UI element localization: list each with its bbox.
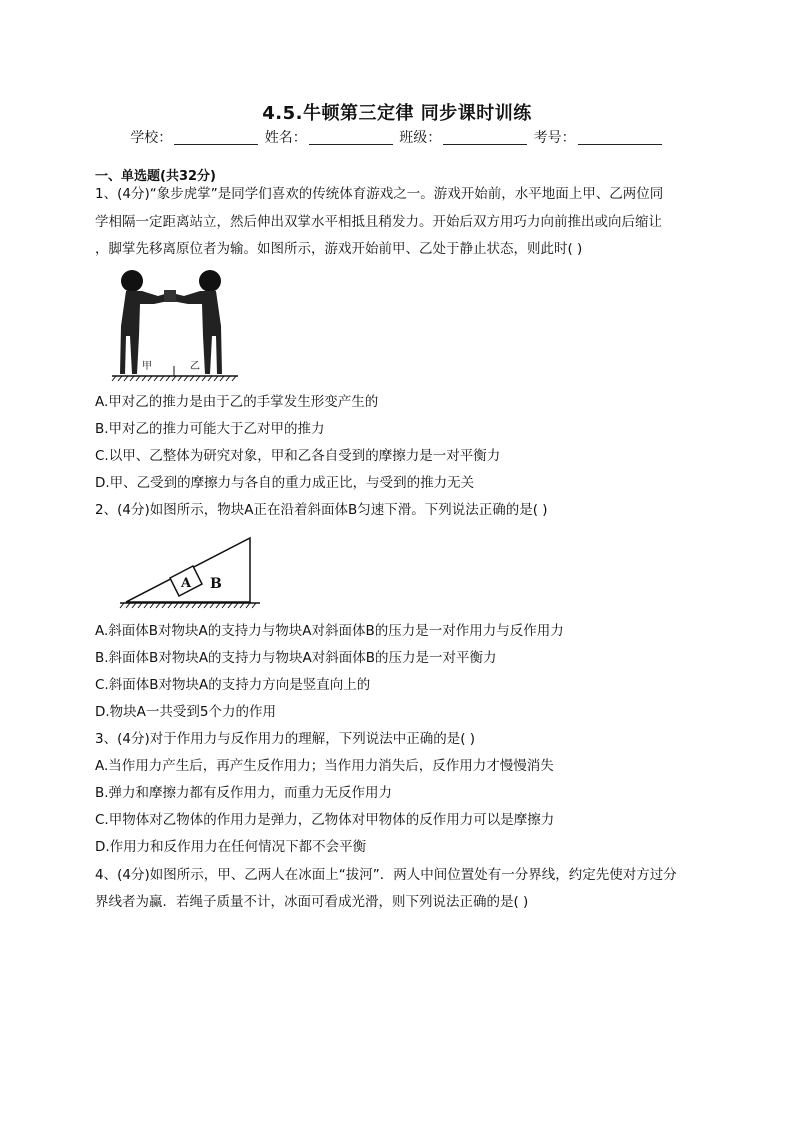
q2-option-a[interactable]: A.斜面体B对物块A的支持力与物块A对斜面体B的压力是一对作用力与反作用力 [95,623,564,639]
q2-option-d[interactable]: D.物块A一共受到5个力的作用 [95,704,277,720]
q1-figure-two-students-pushing [106,266,246,384]
q1-stem-line-2: 学相隔一定距离站立，然后伸出双掌水平相抵且稍发力。开始后双方用巧力向前推出或向后缩让 [95,214,662,230]
exam-no-blank[interactable] [578,130,662,145]
name-blank[interactable] [309,130,393,145]
school-blank[interactable] [174,130,258,145]
q2-fig-label-a: A [181,576,192,591]
q2-stem-line-1: 2、(4分)如图所示，物块A正在沿着斜面体B匀速下滑。下列说法正确的是( ) [95,502,548,518]
q4-stem-line-2: 界线者为赢．若绳子质量不计，冰面可看成光滑，则下列说法正确的是( ) [95,894,529,910]
q2-fig-label-b: B [210,576,222,592]
school-label: 学校： [130,130,173,146]
q4-stem-line-1: 4、(4分)如图所示，甲、乙两人在冰面上“拔河”．两人中间位置处有一分界线，约定先使对方过分 [95,867,677,883]
q2-figure-block-on-incline [116,532,266,612]
q3-stem-line-1: 3、(4分)对于作用力与反作用力的理解，下列说法中正确的是( ) [95,731,476,747]
q1-option-d[interactable]: D.甲、乙受到的摩擦力与各自的重力成正比，与受到的推力无关 [95,475,475,491]
q3-option-a[interactable]: A.当作用力产生后，再产生反作用力；当作用力消失后，反作用力才慢慢消失 [95,758,554,774]
q1-option-a[interactable]: A.甲对乙的推力是由于乙的手掌发生形变产生的 [95,394,379,410]
q1-option-c[interactable]: C.以甲、乙整体为研究对象，甲和乙各自受到的摩擦力是一对平衡力 [95,448,501,464]
page-title: 4.5.牛顿第三定律 同步课时训练 [262,103,532,124]
section-heading: 一、单选题(共32分) [95,169,216,184]
q1-stem-line-3: ，脚掌先移离原位者为输。如图所示，游戏开始前甲、乙处于静止状态，则此时( ) [95,241,583,257]
q1-option-b[interactable]: B.甲对乙的推力可能大于乙对甲的推力 [95,421,325,437]
q3-option-c[interactable]: C.甲物体对乙物体的作用力是弹力，乙物体对甲物体的反作用力可以是摩擦力 [95,812,555,828]
name-label: 姓名： [264,130,307,146]
q2-option-b[interactable]: B.斜面体B对物块A的支持力与物块A对斜面体B的压力是一对平衡力 [95,650,497,666]
q2-option-c[interactable]: C.斜面体B对物块A的支持力方向是竖直向上的 [95,677,371,693]
class-blank[interactable] [443,130,527,145]
q1-fig-label-yi: 乙 [190,361,200,372]
class-label: 班级： [399,130,442,146]
q1-fig-label-jia: 甲 [142,361,152,372]
q3-option-d[interactable]: D.作用力和反作用力在任何情况下都不会平衡 [95,839,367,855]
student-info-row [0,127,794,147]
exam-no-label: 考号： [533,130,576,146]
q3-option-b[interactable]: B.弹力和摩擦力都有反作用力，而重力无反作用力 [95,785,393,801]
q1-stem-line-1: 1、(4分)“象步虎掌”是同学们喜欢的传统体育游戏之一。游戏开始前，水平地面上甲、乙两位同 [95,186,664,202]
